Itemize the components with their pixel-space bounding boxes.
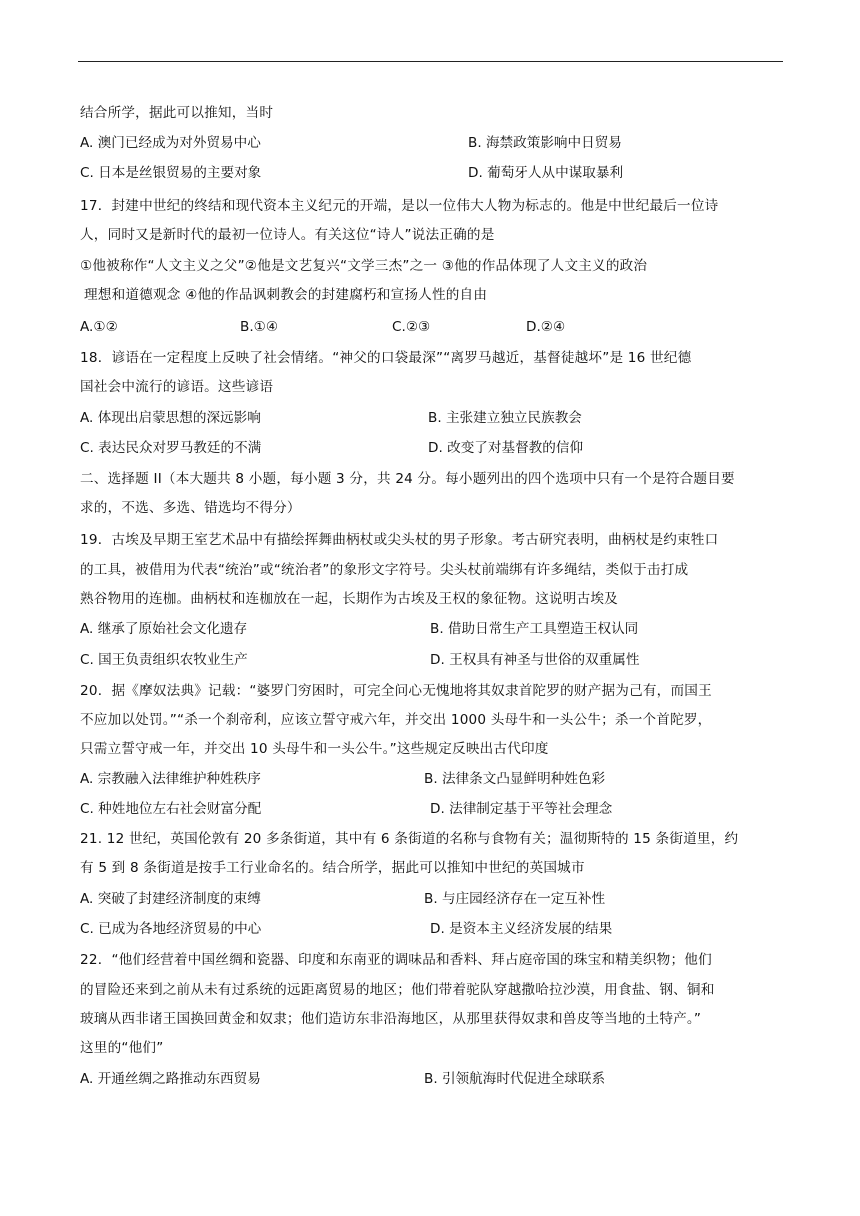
q17-option-c: C.②③ — [392, 319, 431, 335]
q19-stem-line-2: 的工具，被借用为代表“统治”或“统治者”的象形文字符号。尖头杖前端绑有许多绳结，类似于击打成 — [80, 562, 689, 578]
q16-option-b: B. 海禁政策影响中日贸易 — [468, 135, 622, 151]
q21-option-c: C. 已成为各地经济贸易的中心 — [80, 921, 262, 937]
q21-option-a: A. 突破了封建经济制度的束缚 — [80, 891, 261, 907]
q18-option-c: C. 表达民众对罗马教廷的不满 — [80, 440, 262, 456]
q20-option-d: D. 法律制定基于平等社会理念 — [430, 801, 613, 817]
q21-stem-line-2: 有 5 到 8 条街道是按手工行业命名的。结合所学，据此可以推知中世纪的英国城市 — [80, 860, 585, 876]
header-rule — [78, 61, 783, 62]
q16-option-c: C. 日本是丝银贸易的主要对象 — [80, 165, 262, 181]
q22-option-a: A. 开通丝绸之路推动东西贸易 — [80, 1071, 261, 1087]
q16-option-a: A. 澳门已经成为对外贸易中心 — [80, 135, 261, 151]
section-2-heading-line-1: 二、选择题 II（本大题共 8 小题，每小题 3 分，共 24 分。每小题列出的四个选项中只有一个是符合题目要 — [80, 471, 735, 487]
q21-option-d: D. 是资本主义经济发展的结果 — [430, 921, 613, 937]
q19-option-a: A. 继承了原始社会文化遗存 — [80, 621, 248, 637]
q18-option-d: D. 改变了对基督教的信仰 — [428, 440, 584, 456]
q17-option-b: B.①④ — [240, 319, 279, 335]
q20-option-b: B. 法律条文凸显鲜明种姓色彩 — [424, 771, 606, 787]
section-2-heading-line-2: 求的，不选、多选、错选均不得分） — [80, 500, 301, 516]
q18-stem-line-2: 国社会中流行的谚语。这些谚语 — [80, 379, 274, 395]
q18-option-a: A. 体现出启蒙思想的深远影响 — [80, 410, 261, 426]
q17-stem-line-2: 人，同时又是新时代的最初一位诗人。有关这位“诗人”说法正确的是 — [80, 227, 495, 243]
q19-option-b: B. 借助日常生产工具塑造王权认同 — [430, 621, 639, 637]
q16-stem-end: 结合所学，据此可以推知，当时 — [80, 105, 274, 121]
q18-option-b: B. 主张建立独立民族教会 — [428, 410, 582, 426]
q22-option-b: B. 引领航海时代促进全球联系 — [424, 1071, 606, 1087]
q16-option-d: D. 葡萄牙人从中谋取暴利 — [468, 165, 624, 181]
q19-stem-line-1: 19．古埃及早期王室艺术品中有描绘挥舞曲柄杖或尖头杖的男子形象。考古研究表明，曲柄杖是约束牲口 — [80, 532, 719, 548]
q22-stem-line-1: 22．“他们经营着中国丝绸和瓷器、印度和东南亚的调味品和香料、拜占庭帝国的珠宝和精美织物；他们 — [80, 952, 712, 968]
q17-option-a: A.①② — [80, 319, 118, 335]
q22-stem-line-3: 玻璃从西非诸王国换回黄金和奴隶；他们造访东非沿海地区，从那里获得奴隶和兽皮等当地的土特产。” — [80, 1011, 702, 1027]
q18-stem-line-1: 18．谚语在一定程度上反映了社会情绪。“神父的口袋最深”“离罗马越近，基督徒越坏”是 16 世纪德 — [80, 350, 692, 366]
q19-option-d: D. 王权具有神圣与世俗的双重属性 — [430, 652, 640, 668]
q17-statements-line-1: ①他被称作“人文主义之父”②他是文艺复兴“文学三杰”之一 ③他的作品体现了人文主义的政治 — [80, 258, 648, 274]
q20-stem-line-2: 不应加以处罚。”“杀一个刹帝利，应该立誓守戒六年，并交出 1000 头母牛和一头公牛；杀一个首陀罗， — [80, 712, 712, 728]
q17-option-d: D.②④ — [526, 319, 566, 335]
q20-option-a: A. 宗教融入法律维护种姓秩序 — [80, 771, 261, 787]
q21-option-b: B. 与庄园经济存在一定互补性 — [424, 891, 606, 907]
q20-option-c: C. 种姓地位左右社会财富分配 — [80, 801, 262, 817]
q20-stem-line-1: 20．据《摩奴法典》记载：“婆罗门穷困时，可完全问心无愧地将其奴隶首陀罗的财产据为己有，而国王 — [80, 683, 712, 699]
q22-stem-line-2: 的冒险还来到之前从未有过系统的远距离贸易的地区；他们带着驼队穿越撒哈拉沙漠，用食盐、钢、铜和 — [80, 982, 715, 998]
q17-statements-line-2: 理想和道德观念 ④他的作品讽刺教会的封建腐朽和宣扬人性的自由 — [84, 287, 488, 303]
q20-stem-line-3: 只需立誓守戒一年，并交出 10 头母牛和一头公牛。”这些规定反映出古代印度 — [80, 741, 549, 757]
q21-stem-line-1: 21. 12 世纪，英国伦敦有 20 多条街道，其中有 6 条街道的名称与食物有关；温彻斯特的 15 条街道里，约 — [80, 831, 739, 847]
q22-stem-line-4: 这里的“他们” — [80, 1040, 164, 1056]
q17-stem-line-1: 17．封建中世纪的终结和现代资本主义纪元的开端，是以一位伟大人物为标志的。他是中世纪最后一位诗 — [80, 198, 719, 214]
q19-option-c: C. 国王负责组织农牧业生产 — [80, 652, 248, 668]
q19-stem-line-3: 熟谷物用的连枷。曲柄杖和连枷放在一起，长期作为古埃及王权的象征物。这说明古埃及 — [80, 591, 618, 607]
